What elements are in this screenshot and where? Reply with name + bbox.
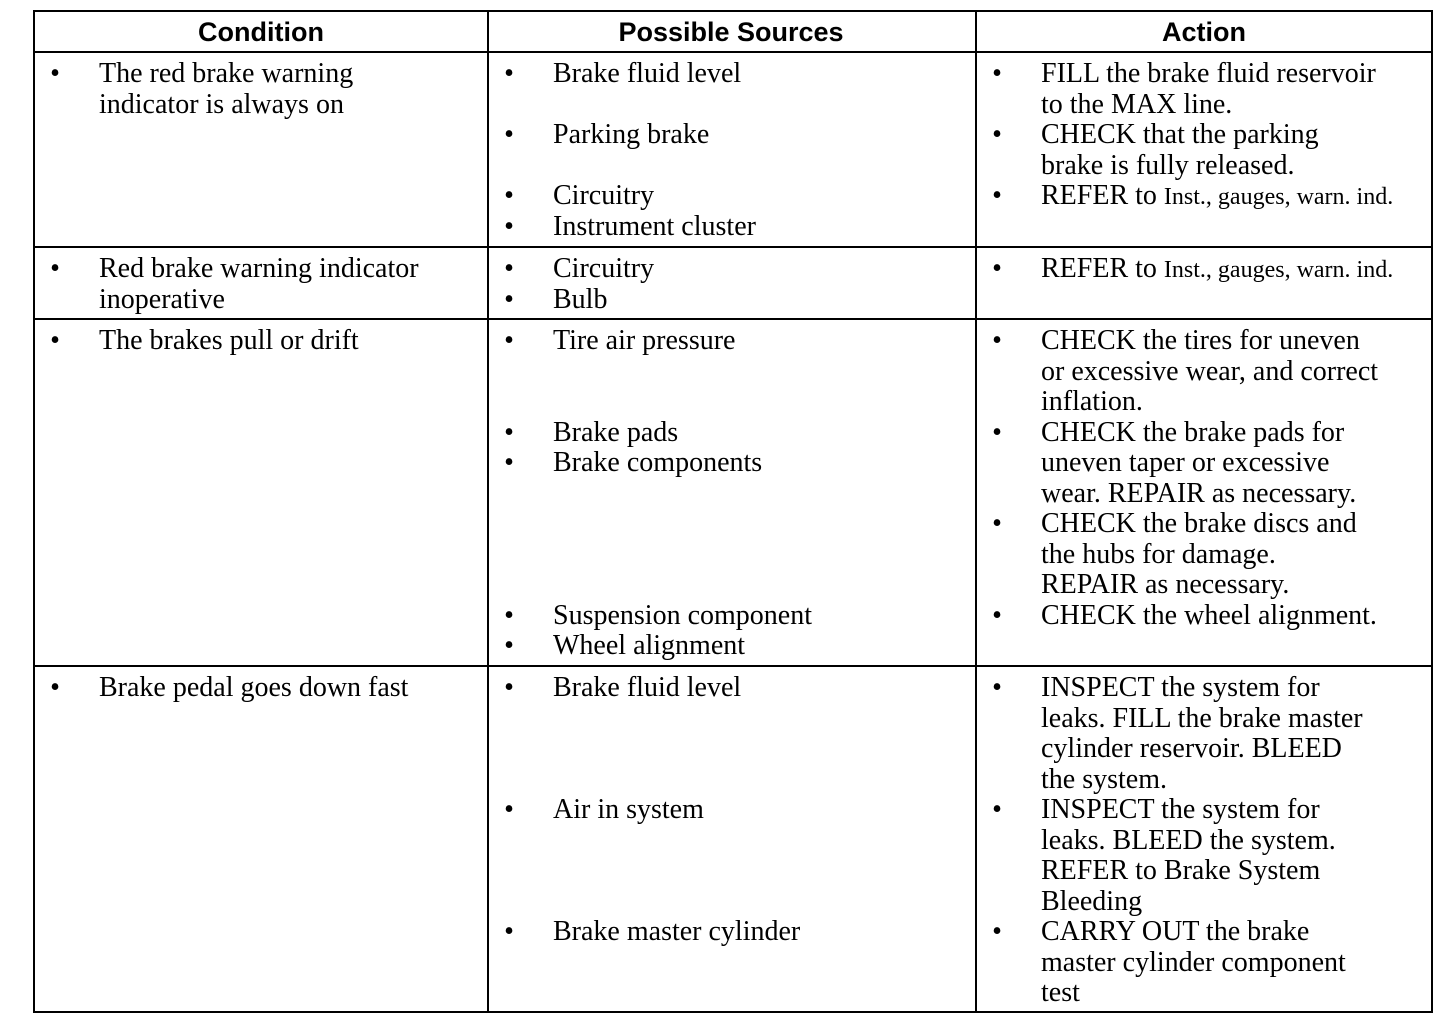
action-text: INSPECT the system for bbox=[1041, 794, 1320, 825]
bullet-icon: • bbox=[992, 916, 1002, 947]
condition-text: Brake pedal goes down fast bbox=[99, 672, 409, 703]
condition-text: inoperative bbox=[99, 283, 225, 315]
action-text: inflation. bbox=[1041, 386, 1143, 417]
action-text: or excessive wear, and correct bbox=[1041, 355, 1379, 387]
action-text: brake is fully released. bbox=[1041, 149, 1295, 181]
source-text: Circuitry bbox=[553, 253, 655, 284]
action-verb: REFER to bbox=[1041, 253, 1164, 284]
source-text: Instrument cluster bbox=[553, 210, 756, 242]
bullet-icon: • bbox=[50, 325, 60, 356]
source-text: Brake components bbox=[553, 447, 763, 478]
header-possible-sources: Possible Sources bbox=[618, 17, 844, 47]
action-text: CARRY OUT the brake bbox=[1041, 916, 1310, 947]
row-divider bbox=[35, 318, 1431, 320]
action-text: test bbox=[1041, 977, 1080, 1008]
bullet-icon: • bbox=[504, 325, 514, 356]
action-text: Bleeding bbox=[1041, 885, 1143, 917]
bullet-icon: • bbox=[504, 916, 514, 947]
bullet-icon: • bbox=[504, 447, 514, 478]
bullet-icon: • bbox=[504, 210, 514, 242]
bullet-icon: • bbox=[504, 672, 514, 703]
action-text: cylinder reservoir. BLEED bbox=[1041, 733, 1342, 764]
column-divider bbox=[975, 12, 977, 1011]
action-text: FILL the brake fluid reservoir bbox=[1041, 58, 1376, 89]
header-action: Action bbox=[1162, 17, 1246, 47]
action-text: REFER to Brake System bbox=[1041, 855, 1321, 886]
row-divider bbox=[35, 665, 1431, 667]
bullet-icon: • bbox=[992, 180, 1002, 211]
row-divider bbox=[35, 246, 1431, 248]
source-text: Brake fluid level bbox=[553, 672, 742, 703]
bullet-icon: • bbox=[50, 672, 60, 703]
source-text: Circuitry bbox=[553, 180, 655, 211]
bullet-icon: • bbox=[504, 416, 514, 448]
condition-text: The brakes pull or drift bbox=[99, 325, 359, 356]
action-text: leaks. BLEED the system. bbox=[1041, 824, 1336, 856]
source-text: Brake fluid level bbox=[553, 58, 742, 89]
bullet-icon: • bbox=[504, 119, 514, 150]
bullet-icon: • bbox=[50, 58, 60, 89]
action-text: the hubs for damage. bbox=[1041, 538, 1276, 570]
action-text: CHECK the tires for uneven bbox=[1041, 325, 1360, 356]
bullet-icon: • bbox=[992, 599, 1002, 631]
action-text: uneven taper or excessive bbox=[1041, 447, 1330, 478]
bullet-icon: • bbox=[992, 416, 1002, 448]
bullet-icon: • bbox=[504, 794, 514, 825]
action-text: wear. REPAIR as necessary. bbox=[1041, 477, 1357, 509]
source-text: Air in system bbox=[553, 794, 704, 825]
source-text: Suspension component bbox=[553, 599, 812, 631]
bullet-icon: • bbox=[50, 253, 60, 284]
action-text: CHECK the brake discs and bbox=[1041, 508, 1357, 539]
action-text: INSPECT the system for bbox=[1041, 672, 1320, 703]
bullet-icon: • bbox=[504, 180, 514, 211]
bullet-icon: • bbox=[992, 508, 1002, 539]
bullet-icon: • bbox=[992, 119, 1002, 150]
bullet-icon: • bbox=[992, 58, 1002, 89]
reference-link[interactable]: Inst., gauges, warn. ind. bbox=[1163, 184, 1394, 210]
action-text: CHECK the brake pads for bbox=[1041, 416, 1345, 448]
action-text bbox=[1041, 181, 1431, 213]
action-text: REPAIR as necessary. bbox=[1041, 569, 1290, 600]
bullet-icon: • bbox=[992, 253, 1002, 284]
bullet-icon: • bbox=[504, 253, 514, 284]
source-text: Tire air pressure bbox=[553, 325, 736, 356]
bullet-icon: • bbox=[504, 630, 514, 661]
header-condition: Condition bbox=[198, 17, 324, 47]
action-text: master cylinder component bbox=[1041, 946, 1346, 978]
bullet-icon: • bbox=[992, 325, 1002, 356]
reference-link[interactable]: Inst., gauges, warn. ind. bbox=[1163, 257, 1394, 283]
action-text: to the MAX line. bbox=[1041, 88, 1233, 120]
action-verb: REFER to bbox=[1041, 180, 1164, 211]
bullet-icon: • bbox=[504, 599, 514, 631]
source-text: Bulb bbox=[553, 283, 608, 315]
action-text: the system. bbox=[1041, 763, 1167, 795]
bullet-icon: • bbox=[992, 794, 1002, 825]
action-text: leaks. FILL the brake master bbox=[1041, 702, 1363, 734]
source-text: Parking brake bbox=[553, 119, 710, 150]
column-divider bbox=[487, 12, 489, 1011]
action-text bbox=[1041, 254, 1431, 286]
source-text: Wheel alignment bbox=[553, 630, 746, 661]
source-text: Brake master cylinder bbox=[553, 916, 801, 947]
bullet-icon: • bbox=[992, 672, 1002, 703]
bullet-icon: • bbox=[504, 58, 514, 89]
action-text: CHECK the wheel alignment. bbox=[1041, 599, 1377, 631]
bullet-icon: • bbox=[504, 283, 514, 315]
source-text: Brake pads bbox=[553, 416, 679, 448]
action-text: CHECK that the parking bbox=[1041, 119, 1319, 150]
condition-text: Red brake warning indicator bbox=[99, 253, 419, 284]
condition-text: The red brake warning bbox=[99, 58, 354, 89]
condition-text: indicator is always on bbox=[99, 88, 344, 120]
troubleshooting-table bbox=[33, 10, 1433, 1013]
